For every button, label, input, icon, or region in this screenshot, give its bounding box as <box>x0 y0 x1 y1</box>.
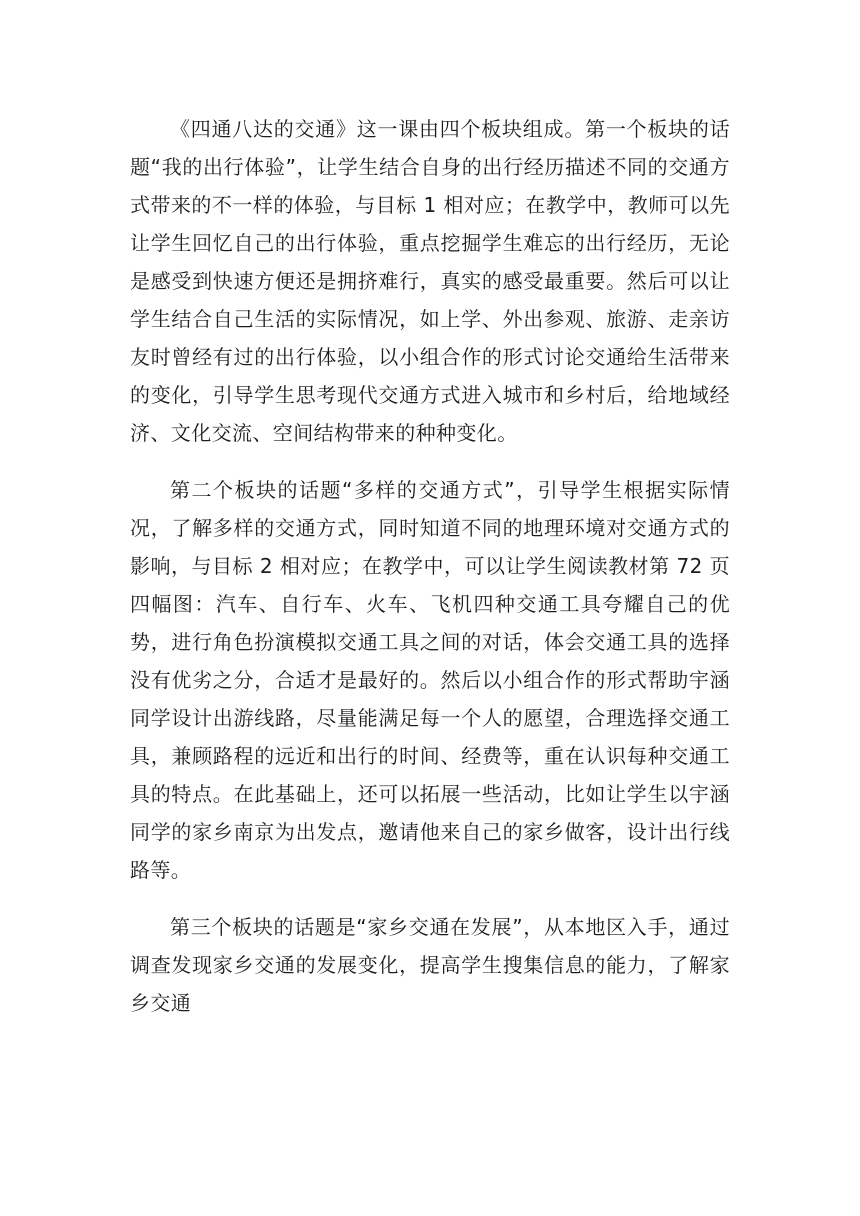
paragraph-2: 第二个板块的话题“多样的交通方式”，引导学生根据实际情况，了解多样的交通方式，同时知道不同的地理环境对交通方式的影响，与目标 2 相对应；在教学中，可以让学生阅读教材第 72 页四幅图：汽车、自行车、火车、飞机四种交通工具夸耀自己的优势，进行角色扮演模拟交通工具之间的对话，体会交通工具的选择没有优劣之分，合适才是最好的。然后以小组合作的形式帮助宇涵同学设计出游线路，尽量能满足每一个人的愿望，合理选择交通工具，兼顾路程的远近和出行的时间、经费等，重在认识每种交通工具的特点。在此基础上，还可以拓展一些活动，比如让学生以宇涵同学的家乡南京为出发点，邀请他来自己的家乡做客，设计出行线路等。 <box>130 478 730 882</box>
document-body <box>130 110 730 1041</box>
paragraph-3: 第三个板块的话题是“家乡交通在发展”，从本地区入手，通过调查发现家乡交通的发展变化，提高学生搜集信息的能力，了解家乡交通 <box>130 915 730 1015</box>
paragraph-1: 《四通八达的交通》这一课由四个板块组成。第一个板块的话题“我的出行体验”，让学生结合自身的出行经历描述不同的交通方式带来的不一样的体验，与目标 1 相对应；在教学中，教师可以先让学生回忆自己的出行体验，重点挖掘学生难忘的出行经历，无论是感受到快速方便还是拥挤难行，真实的感受最重要。然后可以让学生结合自己生活的实际情况，如上学、外出参观、旅游、走亲访友时曾经有过的出行体验，以小组合作的形式讨论交通给生活带来的变化，引导学生思考现代交通方式进入城市和乡村后，给地域经济、文化交流、空间结构带来的种种变化。 <box>130 117 730 445</box>
